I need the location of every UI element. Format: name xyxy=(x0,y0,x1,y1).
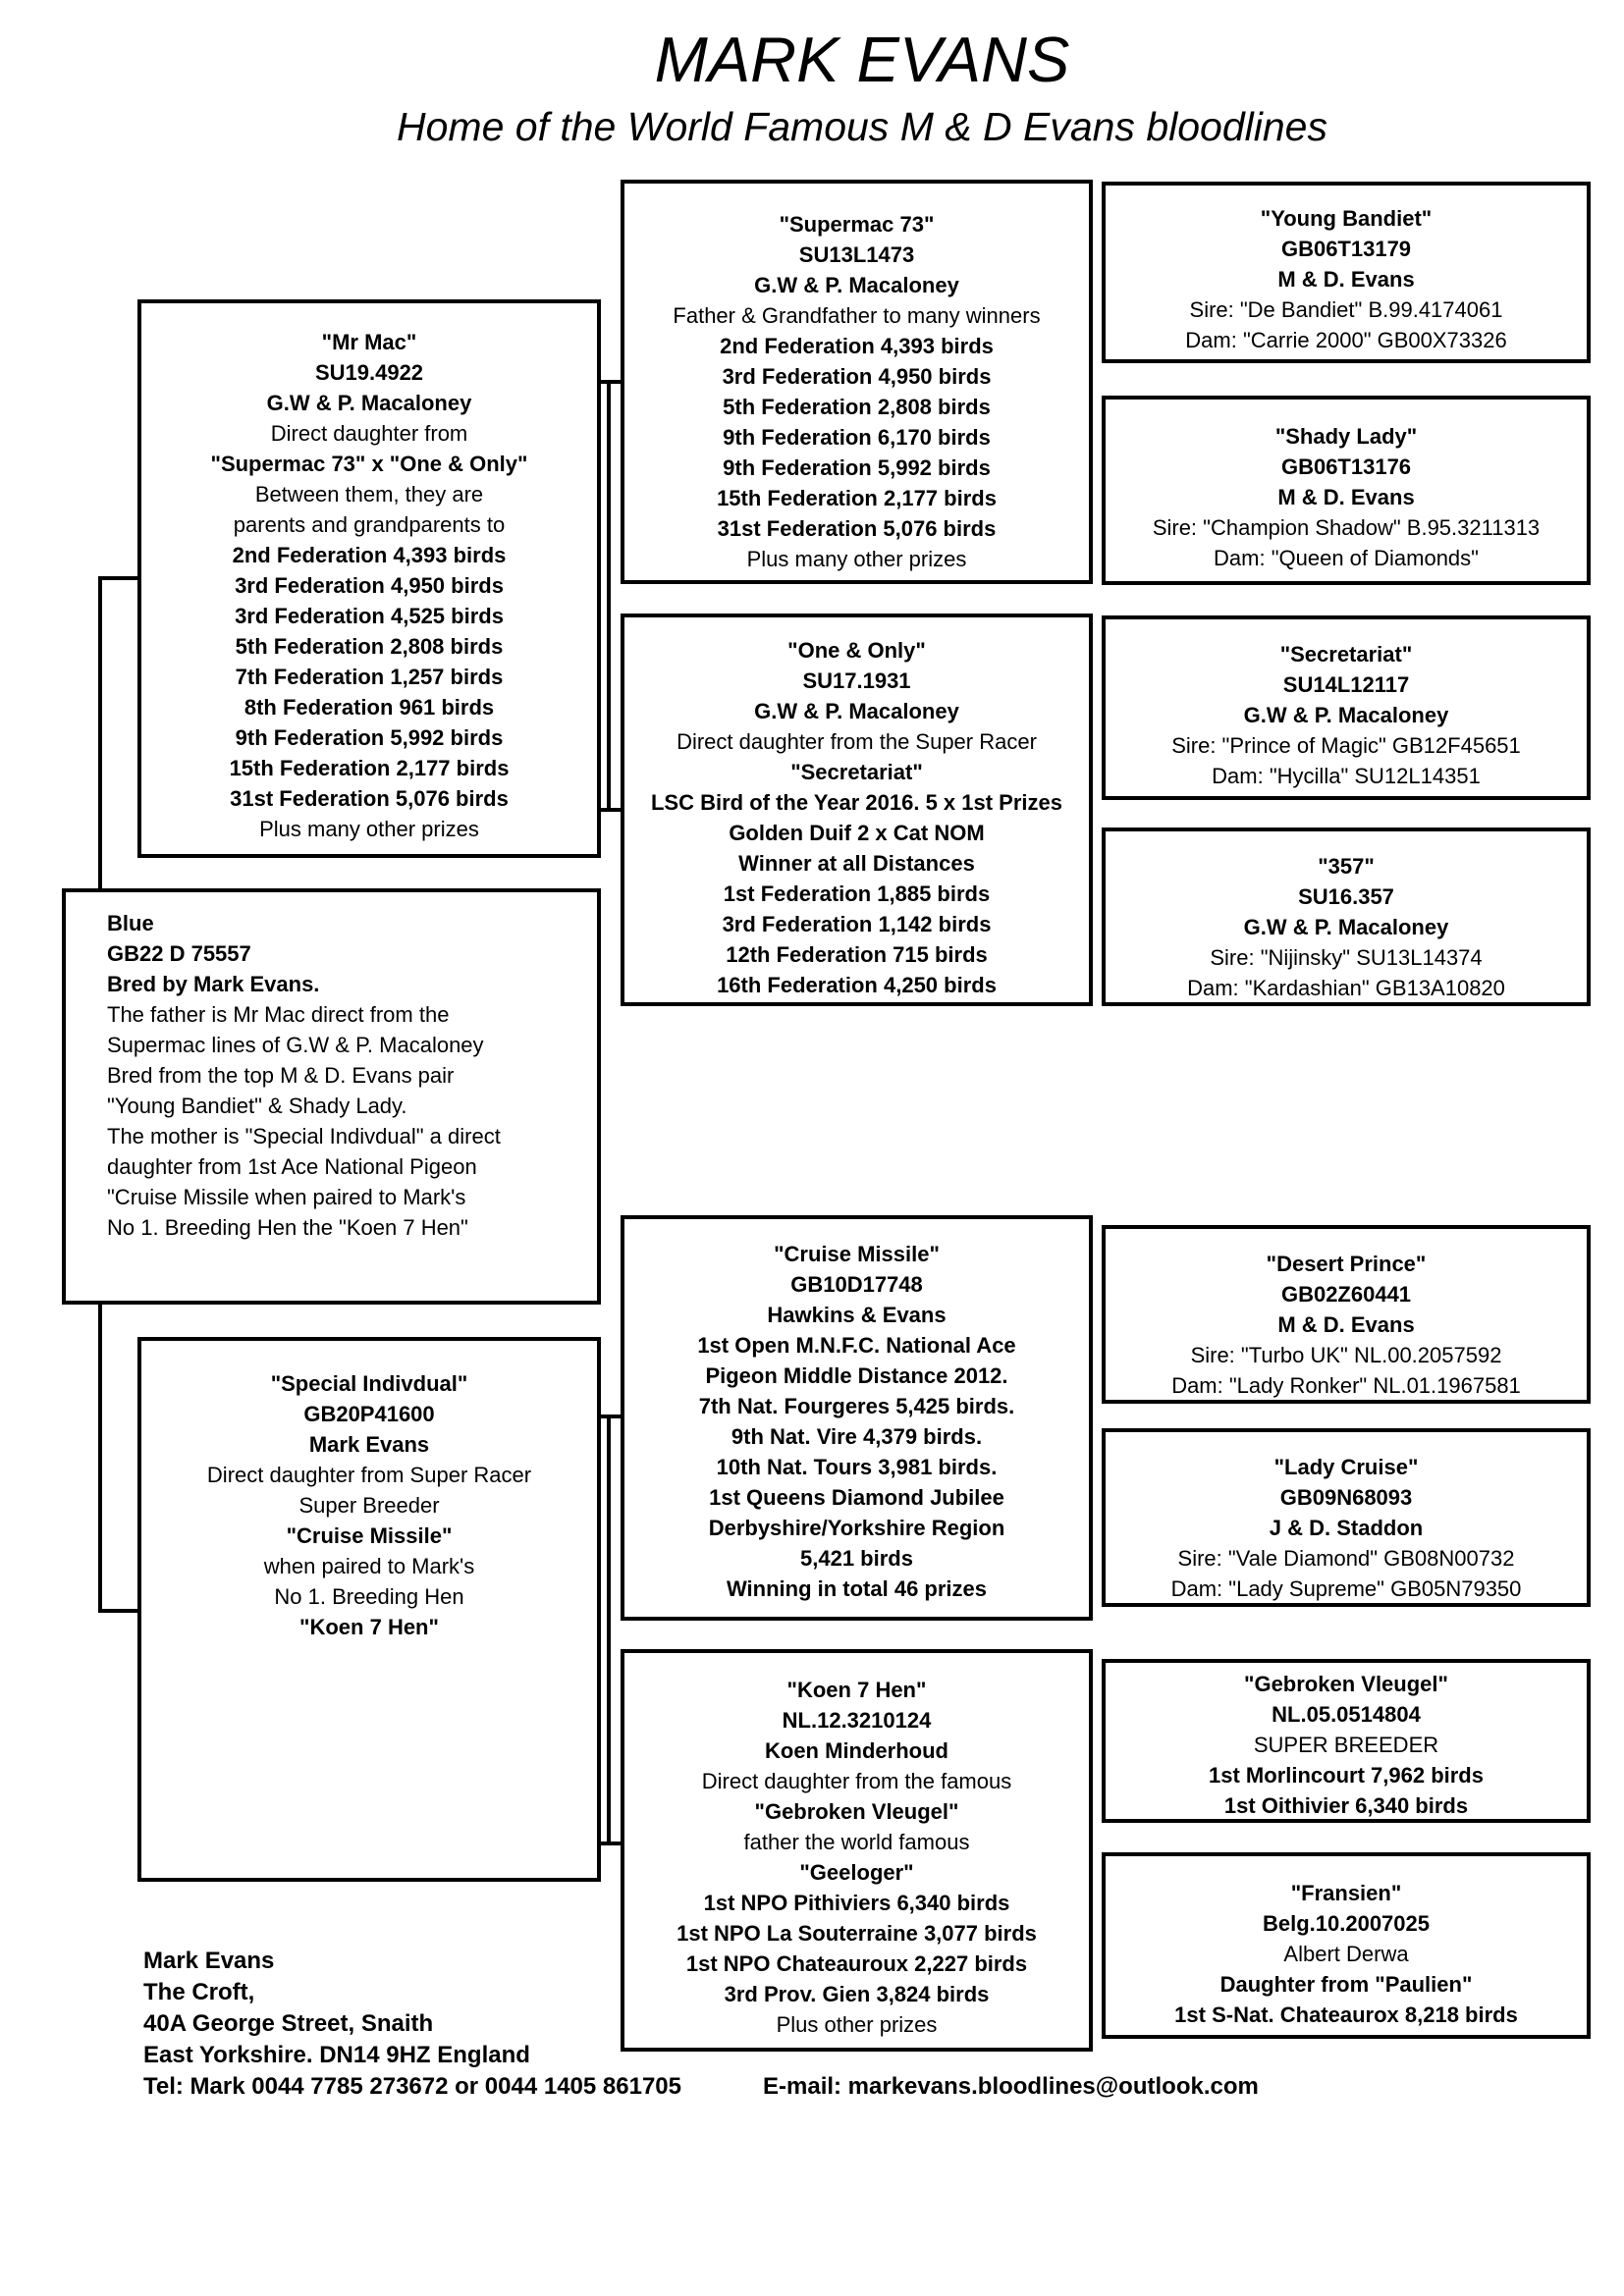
page-subtitle: Home of the World Famous M & D Evans bloodlines xyxy=(397,104,1327,149)
ring-number: GB22 D 75557 xyxy=(107,941,251,966)
contact-address-line-3: East Yorkshire. DN14 9HZ England xyxy=(143,2042,530,2068)
ring-number: GB06T13176 xyxy=(1280,454,1412,479)
breeder-name: Koen Minderhoud xyxy=(765,1738,948,1763)
pedigree-box-cruise-missile: "Cruise Missile" GB10D17748 Hawkins & Evans 1st Open M.N.F.C. National Ace Pigeon Middle Distance 2012. 7th Nat. Fourgeres 5,425 birds. 9th Nat. Vire 4,379 birds. 10th Nat. Tours 3,981 birds. 1st Queens Diamond Jubilee Derbyshire/Yorkshire Region 5,421 birds Winning in total 46 prizes xyxy=(621,1215,1093,1621)
ring-number: SU16.357 xyxy=(1298,884,1394,909)
ring-number: GB02Z60441 xyxy=(1280,1282,1412,1307)
ring-number: SU17.1931 xyxy=(802,668,911,693)
pedigree-box-special-indivdual: "Special Indivdual" GB20P41600 Mark Evans Direct daughter from Super Racer Super Breeder "Cruise Missile" when paired to Mark's No 1. Breeding Hen "Koen 7 Hen" xyxy=(137,1337,601,1882)
bird-name: "Special Indivdual" xyxy=(270,1371,468,1396)
connector-line-left-to-dam xyxy=(98,1609,141,1613)
pedigree-box-lady-cruise xyxy=(1102,1428,1591,1607)
sire-line: Sire: "Nijinsky" SU13L14374 xyxy=(1210,945,1483,970)
bird-name: "One & Only" xyxy=(787,638,926,663)
breeder-name: G.W & P. Macaloney xyxy=(754,273,959,297)
bird-name: "Desert Prince" xyxy=(1266,1252,1427,1276)
pedigree-box-357 xyxy=(1102,828,1591,1006)
sire-line: Sire: "De Bandiet" B.99.4174061 xyxy=(1189,297,1503,322)
breeder-name: G.W & P. Macaloney xyxy=(1243,703,1449,727)
dam-line: Dam: "Queen of Diamonds" xyxy=(1214,546,1479,570)
sire-line: Sire: "Prince of Magic" GB12F45651 xyxy=(1171,733,1521,758)
ring-number: GB06T13179 xyxy=(1280,237,1412,261)
breeder-name: G.W & P. Macaloney xyxy=(1243,915,1449,939)
bird-name: "Shady Lady" xyxy=(1274,424,1418,449)
dam-line: Dam: "Kardashian" GB13A10820 xyxy=(1187,976,1505,1000)
breeder-name: Hawkins & Evans xyxy=(767,1303,947,1327)
ring-number: NL.05.0514804 xyxy=(1272,1702,1421,1727)
pedigree-box-one-and-only: "One & Only" SU17.1931 G.W & P. Macaloney Direct daughter from the Super Racer "Secretariat" LSC Bird of the Year 2016. 5 x 1st Prizes Golden Duif 2 x Cat NOM Winner at all Distances 1st Federation 1,885 birds 3rd Federation 1,142 birds 12th Federation 715 birds 16th Federation 4,250 birds xyxy=(621,614,1093,1006)
bird-name: "Mr Mac" xyxy=(321,330,417,354)
bird-name: "Young Bandiet" xyxy=(1260,206,1433,231)
pedigree-box-shady-lady xyxy=(1102,396,1591,585)
ring-number: SU13L1473 xyxy=(798,242,915,267)
dam-line: Dam: "Hycilla" SU12L14351 xyxy=(1212,764,1481,788)
bird-color: Blue xyxy=(107,911,154,935)
sire-line: Sire: "Turbo UK" NL.00.2057592 xyxy=(1190,1343,1502,1367)
pedigree-box-desert-prince xyxy=(1102,1225,1591,1404)
dam-line: Dam: "Lady Ronker" NL.01.1967581 xyxy=(1171,1373,1521,1398)
page-title: MARK EVANS xyxy=(654,24,1070,95)
breeder-name: Mark Evans xyxy=(308,1432,430,1457)
breeder-name: J & D. Staddon xyxy=(1269,1516,1424,1540)
contact-email: E-mail: markevans.bloodlines@outlook.com xyxy=(763,2073,1259,2100)
ring-number: GB09N68093 xyxy=(1279,1485,1413,1510)
pedigree-box-koen-7-hen: "Koen 7 Hen" NL.12.3210124 Koen Minderhoud Direct daughter from the famous "Gebroken Vleugel" father the world famous "Geeloger" 1st NPO Pithiviers 6,340 birds 1st NPO La Souterraine 3,077 birds 1st NPO Chateauroux 2,227 birds 3rd Prov. Gien 3,824 birds Plus other prizes xyxy=(621,1649,1093,2052)
contact-phone: Tel: Mark 0044 7785 273672 or 0044 1405 861705 xyxy=(143,2073,681,2100)
breeder-name: Bred by Mark Evans. xyxy=(107,972,320,996)
breeder-name: M & D. Evans xyxy=(1277,485,1415,509)
dam-line: Dam: "Carrie 2000" GB00X73326 xyxy=(1185,328,1507,352)
bird-name: "357" xyxy=(1318,854,1375,879)
ring-number: NL.12.3210124 xyxy=(782,1708,932,1733)
breeder-name: M & D. Evans xyxy=(1277,1312,1415,1337)
ring-number: SU14L12117 xyxy=(1282,672,1410,697)
connector-line-left-to-sire xyxy=(98,576,141,580)
breeder-name: G.W & P. Macaloney xyxy=(754,699,959,723)
breeder-name: G.W & P. Macaloney xyxy=(266,391,472,415)
ring-number: GB20P41600 xyxy=(303,1402,435,1426)
pedigree-box-gebroken-vleugel: "Gebroken Vleugel" NL.05.0514804 SUPER BREEDER 1st Morlincourt 7,962 birds 1st Oithivier 6,340 birds xyxy=(1102,1659,1591,1823)
pedigree-box-young-bandiet xyxy=(1102,182,1591,363)
pedigree-box-subject-blue: Blue GB22 D 75557 Bred by Mark Evans. The father is Mr Mac direct from the Supermac lines of G.W & P. Macaloney Bred from the top M & D. Evans pair "Young Bandiet" & Shady Lady. The mother is "Special Indivdual" a direct daughter from 1st Ace National Pigeon "Cruise Missile when paired to Mark's No 1. Breeding Hen the "Koen 7 Hen" xyxy=(62,888,601,1305)
breeder-name: M & D. Evans xyxy=(1277,267,1415,292)
bird-name: "Supermac 73" xyxy=(779,212,935,237)
pedigree-box-secretariat xyxy=(1102,615,1591,800)
dam-line: Dam: "Lady Supreme" GB05N79350 xyxy=(1170,1576,1522,1601)
pedigree-box-supermac-73: "Supermac 73" SU13L1473 G.W & P. Macaloney Father & Grandfather to many winners 2nd Federation 4,393 birds 3rd Federation 4,950 birds 5th Federation 2,808 birds 9th Federation 6,170 birds 9th Federation 5,992 birds 15th Federation 2,177 birds 31st Federation 5,076 birds Plus many other prizes xyxy=(621,180,1093,584)
bird-name: "Secretariat" xyxy=(1279,642,1413,667)
ring-number: SU19.4922 xyxy=(314,360,424,385)
bird-name: "Fransien" xyxy=(1290,1881,1402,1905)
page-header xyxy=(98,0,1624,150)
contact-name: Mark Evans xyxy=(143,1948,275,1974)
contact-address-line-2: 40A George Street, Snaith xyxy=(143,2010,434,2037)
bird-name: "Cruise Missile" xyxy=(774,1242,940,1266)
pedigree-box-mr-mac: "Mr Mac" SU19.4922 G.W & P. Macaloney Direct daughter from "Supermac 73" x "One & Only" Between them, they are parents and grandparents to 2nd Federation 4,393 birds 3rd Federation 4,950 birds 3rd Federation 4,525 birds 5th Federation 2,808 birds 7th Federation 1,257 birds 8th Federation 961 birds 9th Federation 5,992 birds 15th Federation 2,177 birds 31st Federation 5,076 birds Plus many other prizes xyxy=(137,299,601,858)
ring-number: Belg.10.2007025 xyxy=(1262,1911,1431,1936)
sire-line: Sire: "Vale Diamond" GB08N00732 xyxy=(1177,1546,1515,1571)
bird-name: "Gebroken Vleugel" xyxy=(1244,1672,1448,1696)
bird-name: "Koen 7 Hen" xyxy=(786,1678,927,1702)
connector-line-mid-bottom-vertical xyxy=(607,1415,611,1845)
bird-name: "Lady Cruise" xyxy=(1273,1455,1419,1479)
ring-number: GB10D17748 xyxy=(790,1272,923,1297)
pedigree-box-fransien: "Fransien" Belg.10.2007025 Albert Derwa Daughter from "Paulien" 1st S-Nat. Chateaurox 8,218 birds xyxy=(1102,1852,1591,2039)
breeder-name: Albert Derwa xyxy=(1283,1942,1409,1966)
contact-block xyxy=(143,1946,1420,2103)
connector-line-mid-top-vertical xyxy=(607,380,611,812)
contact-address-line-1: The Croft, xyxy=(143,1979,255,2005)
sire-line: Sire: "Champion Shadow" B.95.3211313 xyxy=(1152,515,1541,540)
